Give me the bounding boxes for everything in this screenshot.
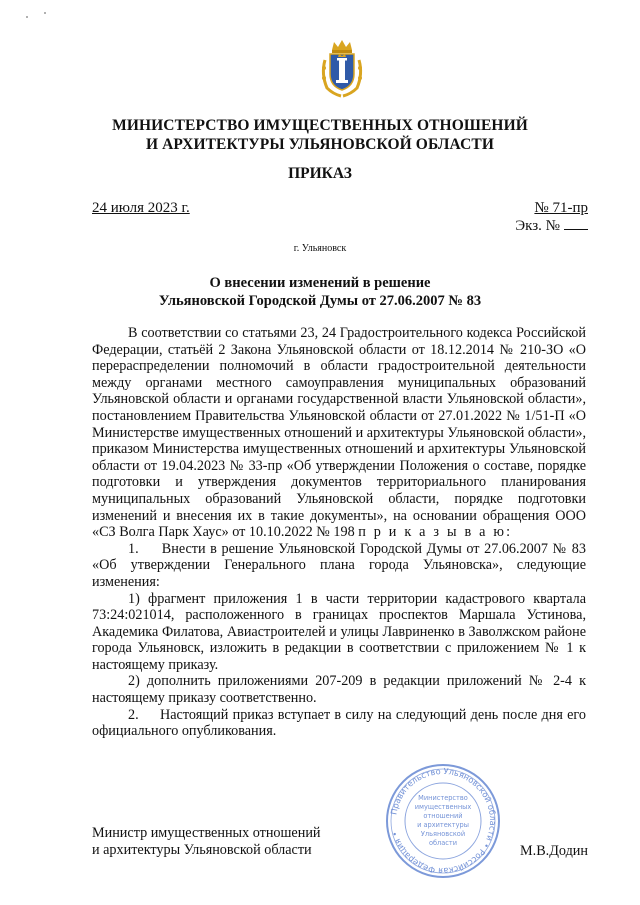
signer-position-line2: и архитектуры Ульяновской области <box>92 842 312 858</box>
seal-inner-line6: области <box>428 839 458 847</box>
scan-speck <box>44 12 46 14</box>
order-subject-line1: О внесении изменений в решение <box>209 275 431 291</box>
item-1-1: 1) фрагмент приложения 1 в части территории кадастрового квартала 73:24:021014, расположенного в границах проспектов Маршала Устинова, Академика Филатова, Авиастроителей и улицы Лавриненко в Заволжском районе города Ульяновск, изложить в редакции в соответствии с приложением № 1 к настоящему приказу. <box>92 590 586 673</box>
city-name: г. Ульяновск <box>293 243 347 254</box>
copy-number-label: Экз. № <box>515 218 560 234</box>
seal-inner-line5: Ульяновской <box>420 830 466 838</box>
order-number: № 71-пр <box>534 200 588 216</box>
item-1: 1. Внести в решение Ульяновской Городской Думы от 27.06.2007 № 83 «Об утверждении Генерального плана города Ульяновска», следующие изменения: <box>92 540 586 590</box>
signer-name: М.В.Додин <box>520 843 588 859</box>
signer-position-line1: Министр имущественных отношений <box>92 825 321 841</box>
seal-inner-line2: имущественных <box>414 803 472 811</box>
order-word: п р и к а з ы в а ю: <box>358 524 513 541</box>
ministry-name-line2: И АРХИТЕКТУРЫ УЛЬЯНОВСКОЙ ОБЛАСТИ <box>146 136 494 153</box>
coat-of-arms-emblem <box>319 38 365 98</box>
seal-inner-line3: отношений <box>423 812 463 820</box>
preamble-text: В соответствии со статьями 23, 24 Градостроительного кодекса Российской Федерации, статьёй 2 Закона Ульяновской области от 18.12.2014 № 210-ЗО «О перераспределении полномочий в области градостроительной деятельности между органами местного самоуправления муниципальных образований Ульяновской области и органами государственной власти Ульяновской области», постановлением Правительства Ульяновской области от 27.01.2022 № 1/51-П «О Министерстве имущественных отношений и архитектуры Ульяновской области», приказом Министерства имущественных отношений и архитектуры Ульяновской области от 19.04.2023 № 33-пр «Об утверждении Положения о составе, порядке подготовки и утверждения документов территориального планирования муниципальных образований Ульяновской области, порядке подготовки изменений и внесения их в такие документы», на основании обращения ООО «СЗ Волга Парк Хаус» от 10.10.2022 № 198 <box>92 325 586 541</box>
preamble-paragraph <box>92 325 586 541</box>
item-1-2: 2) дополнить приложениями 207-209 в редакции приложений № 2-4 к настоящему приказу соответственно. <box>92 673 586 707</box>
copy-number <box>515 217 588 235</box>
ministry-name-line1: МИНИСТЕРСТВО ИМУЩЕСТВЕННЫХ ОТНОШЕНИЙ <box>112 117 528 134</box>
item-2: 2. Настоящий приказ вступает в силу на следующий день после дня его официального опубликования. <box>92 706 586 740</box>
copy-number-blank <box>564 217 588 230</box>
seal-inner-line1: Министерство <box>418 794 468 802</box>
scan-speck <box>26 16 28 18</box>
ministry-name <box>0 116 640 154</box>
order-subject-line2: Ульяновской Городской Думы от 27.06.2007 № 83 <box>158 293 482 309</box>
document-type: ПРИКАЗ <box>288 165 352 182</box>
seal-inner-line4: и архитектуры <box>417 821 469 829</box>
official-seal-stamp <box>384 762 502 880</box>
seal-outer-text: Правительство Ульяновской области • Российская Федерация • <box>388 765 499 877</box>
order-subject <box>0 274 640 310</box>
signer-position <box>92 825 321 859</box>
order-body <box>92 325 586 740</box>
order-date: 24 июля 2023 г. <box>92 200 190 216</box>
